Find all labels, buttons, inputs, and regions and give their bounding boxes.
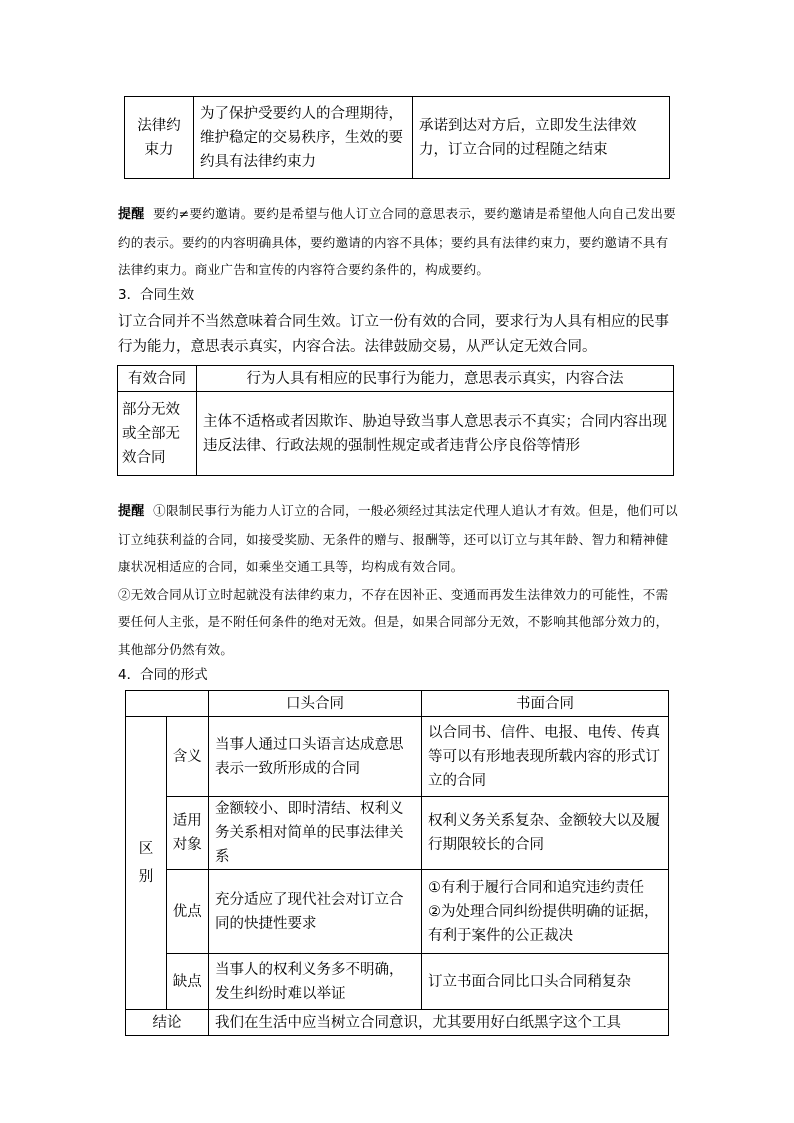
binding-force-label: 法律约束力 bbox=[125, 97, 194, 179]
row-label-meaning: 含义 bbox=[166, 717, 209, 797]
invalid-contract-text: 主体不适格或者因欺诈、胁迫导致当事人意思表示不真实；合同内容出现违反法律、行政法规的强制性规定或者违背公序良俗等情形 bbox=[197, 392, 674, 476]
oral-disadvantages-text: 当事人的权利义务多不明确，发生纠纷时难以举证 bbox=[209, 954, 422, 1010]
column-header-written: 书面合同 bbox=[422, 691, 669, 717]
valid-contract-label: 有效合同 bbox=[118, 366, 197, 392]
tip-text-1: ①限制民事行为能力人订立的合同，一般必须经过其法定代理人追认才有效。但是，他们可以订立纯获利益的合同，如接受奖励、无条件的赠与、报酬等，还可以订立与其年龄、智力和精神健康状况相适应的合同，如乘坐交通工具等，均构成有效合同。 bbox=[118, 503, 678, 574]
row-label-disadvantages: 缺点 bbox=[166, 954, 209, 1010]
conclusion-text: 我们在生活中应当树立合同意识，尤其要用好白纸黑字这个工具 bbox=[209, 1010, 669, 1036]
written-advantages-text: ①有利于履行合同和追究违约责任 ②为处理合同纠纷提供明确的证据，有利于案件的公正裁决 bbox=[422, 870, 669, 954]
valid-contract-text: 行为人具有相应的民事行为能力，意思表示真实，内容合法 bbox=[197, 366, 674, 392]
invalid-contract-label: 部分无效或全部无效合同 bbox=[118, 392, 197, 476]
written-meaning-text: 以合同书、信件、电报、电传、传真等可以有形地表现所载内容的形式订立的合同 bbox=[422, 717, 669, 797]
binding-force-table bbox=[124, 96, 670, 179]
contract-validity-table bbox=[117, 365, 674, 476]
acceptance-binding-text: 承诺到达对方后，立即发生法律效力，订立合同的过程随之结束 bbox=[413, 97, 670, 179]
tip-offer-vs-invitation bbox=[118, 200, 680, 284]
tip-label: 提醒 bbox=[118, 207, 145, 222]
section-heading-contract-forms: 4．合同的形式 bbox=[118, 667, 208, 683]
row-label-scope: 适用对象 bbox=[166, 797, 209, 870]
written-disadvantages-text: 订立书面合同比口头合同稍复杂 bbox=[422, 954, 669, 1010]
contract-forms-table bbox=[125, 690, 669, 1036]
column-header-oral: 口头合同 bbox=[209, 691, 422, 717]
tip-capacity-and-invalidity bbox=[118, 497, 680, 663]
section-intro-paragraph: 订立合同并不当然意味着合同生效。订立一份有效的合同，要求行为人具有相应的民事行为能力，意思表示真实，内容合法。法律鼓励交易，从严认定无效合同。 bbox=[118, 314, 669, 355]
conclusion-label: 结论 bbox=[126, 1010, 209, 1036]
tip-label: 提醒 bbox=[118, 504, 145, 519]
offer-binding-text: 为了保护受要约人的合理期待，维护稳定的交易秩序，生效的要约具有法律约束力 bbox=[194, 97, 413, 179]
oral-advantages-text: 充分适应了现代社会对订立合同的快捷性要求 bbox=[209, 870, 422, 954]
written-scope-text: 权利义务关系复杂、金额较大以及履行期限较长的合同 bbox=[422, 797, 669, 870]
tip-text-2: ②无效合同从订立时起就没有法律约束力，不存在因补正、变通而再发生法律效力的可能性，不需要任何人主张，是不附任何条件的绝对无效。但是，如果合同部分无效，不影响其他部分效力的，其他部分仍然有效。 bbox=[118, 586, 669, 657]
section-heading-contract-validity: 3．合同生效 bbox=[118, 287, 195, 303]
tip-text: 要约≠要约邀请。要约是希望与他人订立合同的意思表示，要约邀请是希望他人向自己发出要约的表示。要约的内容明确具体，要约邀请的内容不具体；要约具有法律约束力，要约邀请不具有法律约束力。商业广告和宣传的内容符合要约条件的，构成要约。 bbox=[118, 206, 676, 277]
row-label-advantages: 优点 bbox=[166, 870, 209, 954]
oral-meaning-text: 当事人通过口头语言达成意思表示一致所形成的合同 bbox=[209, 717, 422, 797]
oral-scope-text: 金额较小、即时清结、权利义务关系相对简单的民事法律关系 bbox=[209, 797, 422, 870]
difference-group-label: 区别 bbox=[126, 717, 167, 1010]
